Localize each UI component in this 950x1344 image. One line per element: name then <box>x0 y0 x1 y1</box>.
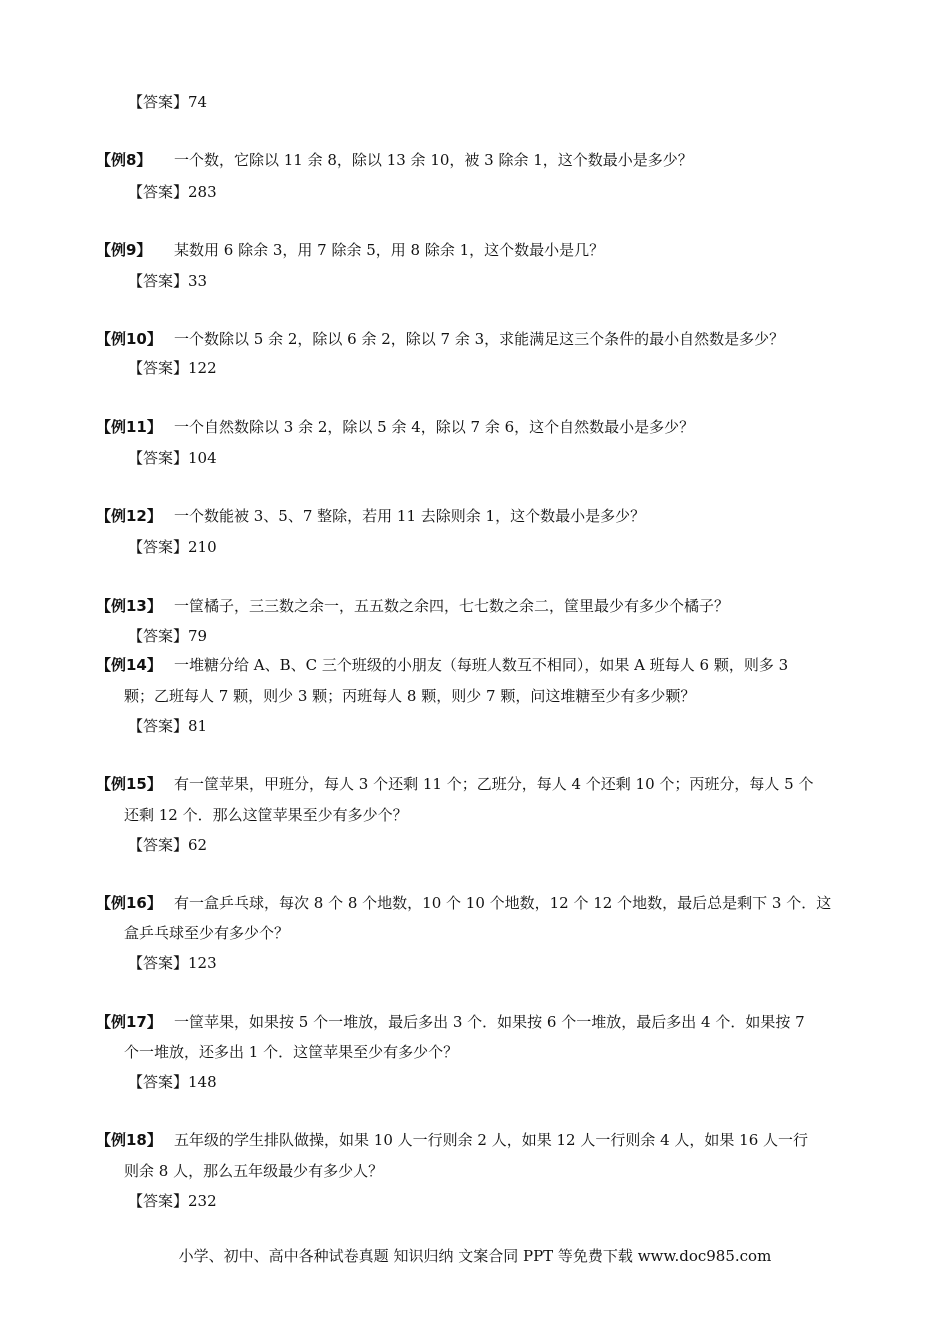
example-label: 【例11】 <box>96 418 162 436</box>
answer-text: 【答案】283 <box>128 183 217 201</box>
question-text-continued: 个一堆放，还多出 1 个．这筐苹果至少有多少个？ <box>124 1043 459 1061</box>
question-text-continued: 盒乒乓球至少有多少个？ <box>124 924 290 942</box>
example-label: 【例14】 <box>96 656 162 674</box>
question-text: 某数用 6 除余 3，用 7 除余 5，用 8 除余 1，这个数最小是几？ <box>174 241 605 259</box>
answer-text: 【答案】79 <box>128 627 208 645</box>
example-label: 【例10】 <box>96 330 162 348</box>
question-text-continued: 还剩 12 个．那么这筐苹果至少有多少个？ <box>124 806 408 824</box>
page-footer: 小学、初中、高中各种试卷真题 知识归纳 文案合同 PPT 等免费下载 www.doc985.com <box>178 1247 772 1265</box>
answer-text: 【答案】123 <box>128 954 217 972</box>
question-text: 一个数能被 3、5、7 整除，若用 11 去除则余 1，这个数最小是多少？ <box>174 507 646 525</box>
answer-text: 【答案】232 <box>128 1192 217 1210</box>
example-label: 【例12】 <box>96 507 162 525</box>
answer-text: 【答案】74 <box>128 93 208 111</box>
question-text: 一个自然数除以 3 余 2，除以 5 余 4，除以 7 余 6，这个自然数最小是多少？ <box>174 418 695 436</box>
example-label: 【例16】 <box>96 894 162 912</box>
example-label: 【例17】 <box>96 1013 162 1031</box>
answer-text: 【答案】33 <box>128 272 208 290</box>
question-text: 一筐橘子，三三数之余一，五五数之余四，七七数之余二，筐里最少有多少个橘子？ <box>174 597 730 615</box>
answer-text: 【答案】122 <box>128 359 217 377</box>
answer-text: 【答案】148 <box>128 1073 217 1091</box>
question-text: 有一盒乒乓球，每次 8 个 8 个地数，10 个 10 个地数，12 个 12 个地数，最后总是剩下 3 个．这 <box>174 894 832 912</box>
question-text: 一个数除以 5 余 2，除以 6 余 2，除以 7 余 3，求能满足这三个条件的最小自然数是多少？ <box>174 330 785 348</box>
question-text-continued: 颗；乙班每人 7 颗，则少 3 颗；丙班每人 8 颗，则少 7 颗，问这堆糖至少有多少颗？ <box>124 687 696 705</box>
example-label: 【例9】 <box>96 241 152 259</box>
example-label: 【例15】 <box>96 775 162 793</box>
question-text: 一堆糖分给 A、B、C 三个班级的小朋友（每班人数互不相同），如果 A 班每人 6 颗，则多 3 <box>174 656 789 674</box>
question-text: 一筐苹果，如果按 5 个一堆放，最后多出 3 个．如果按 6 个一堆放，最后多出 4 个．如果按 7 <box>174 1013 805 1031</box>
example-label: 【例18】 <box>96 1131 162 1149</box>
answer-text: 【答案】210 <box>128 538 217 556</box>
answer-text: 【答案】62 <box>128 836 208 854</box>
question-text-continued: 则余 8 人，那么五年级最少有多少人？ <box>124 1162 384 1180</box>
question-text: 有一筐苹果，甲班分，每人 3 个还剩 11 个；乙班分，每人 4 个还剩 10 个；丙班分，每人 5 个 <box>174 775 814 793</box>
answer-text: 【答案】81 <box>128 717 208 735</box>
question-text: 五年级的学生排队做操，如果 10 人一行则余 2 人，如果 12 人一行则余 4 人，如果 16 人一行 <box>174 1131 809 1149</box>
answer-text: 【答案】104 <box>128 449 217 467</box>
example-label: 【例8】 <box>96 151 152 169</box>
example-label: 【例13】 <box>96 597 162 615</box>
question-text: 一个数，它除以 11 余 8，除以 13 余 10，被 3 除余 1，这个数最小是多少？ <box>174 151 693 169</box>
